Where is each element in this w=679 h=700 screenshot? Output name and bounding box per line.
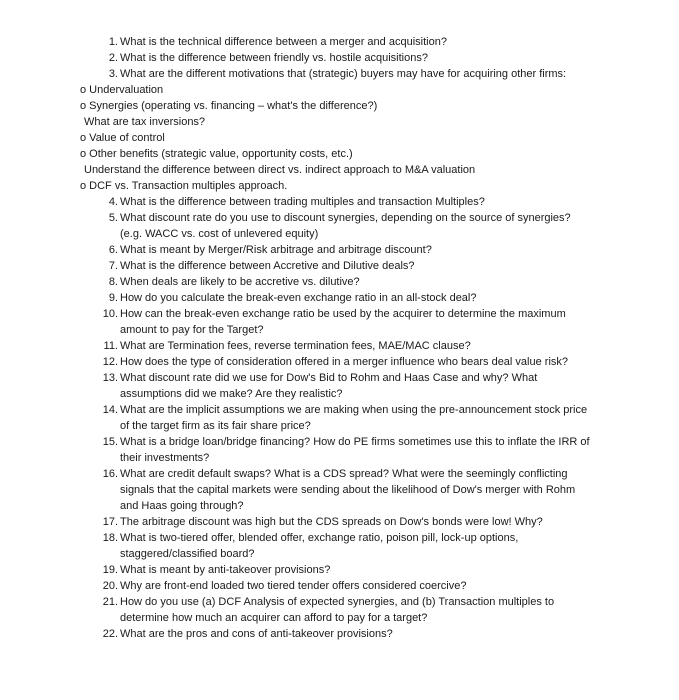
question-number: 1. bbox=[108, 36, 118, 48]
question-text: The arbitrage discount was high but the CDS spreads on Dow's bonds were low! Why? bbox=[120, 516, 543, 528]
question-text: What are the pros and cons of anti-takeover provisions? bbox=[120, 628, 393, 640]
question-item bbox=[0, 242, 679, 258]
question-item bbox=[0, 562, 679, 578]
question-text: What are Termination fees, reverse termination fees, MAE/MAC clause? bbox=[120, 340, 471, 352]
question-text: When deals are likely to be accretive vs. dilutive? bbox=[120, 276, 360, 288]
question-number: 13. bbox=[102, 372, 118, 384]
question-number: 22. bbox=[102, 628, 118, 640]
question-text: What are the different motivations that (strategic) buyers may have for acquiring other firms: bbox=[120, 68, 567, 80]
question-item bbox=[0, 274, 679, 290]
question-number: 20. bbox=[102, 580, 118, 592]
question-text: How does the type of consideration offered in a merger influence who bears deal value risk? bbox=[120, 356, 569, 368]
question-item bbox=[0, 354, 679, 370]
question-number: 19. bbox=[102, 564, 118, 576]
question-item bbox=[0, 466, 679, 514]
question-item bbox=[0, 258, 679, 274]
question-text: What is two-tiered offer, blended offer, exchange ratio, poison pill, lock-up options, staggered/classified board? bbox=[120, 532, 519, 560]
question-number: 14. bbox=[102, 404, 118, 416]
question-item bbox=[0, 626, 679, 642]
question-text: What is the difference between Accretive and Dilutive deals? bbox=[120, 260, 415, 272]
question-text: What is the technical difference between a merger and acquisition? bbox=[120, 36, 447, 48]
question-item bbox=[0, 194, 679, 210]
question-number: 4. bbox=[108, 196, 118, 208]
question-item bbox=[0, 338, 679, 354]
question-number: 3. bbox=[108, 68, 118, 80]
question-text: What is the difference between friendly vs. hostile acquisitions? bbox=[120, 52, 428, 64]
question-item bbox=[0, 50, 679, 66]
question-number: 11. bbox=[103, 340, 118, 352]
note-bullet: o Synergies (operating vs. financing – what's the difference?) bbox=[80, 100, 378, 112]
question-number: 6. bbox=[108, 244, 118, 256]
note-line: What are tax inversions? bbox=[84, 116, 206, 128]
question-number: 18. bbox=[102, 532, 118, 544]
question-text: What discount rate do you use to discount synergies, depending on the source of synergies? (e.g. WACC vs. cost of unlevered equity) bbox=[120, 212, 571, 240]
note-bullet: o Other benefits (strategic value, opportunity costs, etc.) bbox=[80, 148, 353, 160]
question-item bbox=[0, 514, 679, 530]
question-text: How do you calculate the break-even exchange ratio in an all-stock deal? bbox=[120, 292, 477, 304]
note-bullet: o DCF vs. Transaction multiples approach. bbox=[80, 180, 288, 192]
question-number: 2. bbox=[108, 52, 118, 64]
question-text: How do you use (a) DCF Analysis of expected synergies, and (b) Transaction multiples to determine how much an acquirer can afford to pay for a target? bbox=[120, 596, 555, 624]
question-item bbox=[0, 66, 679, 82]
question-number: 8. bbox=[108, 276, 118, 288]
question-item bbox=[0, 578, 679, 594]
question-text: What is a bridge loan/bridge financing? How do PE firms sometimes use this to inflate the IRR of their investments? bbox=[120, 436, 590, 464]
question-text: Why are front-end loaded two tiered tender offers considered coercive? bbox=[120, 580, 467, 592]
note-line: Understand the difference between direct vs. indirect approach to M&A valuation bbox=[84, 164, 476, 176]
question-item bbox=[0, 306, 679, 338]
question-item bbox=[0, 290, 679, 306]
question-number: 7. bbox=[108, 260, 118, 272]
question-text: What are credit default swaps? What is a CDS spread? What were the seemingly conflicting signals that the capital markets were sending about the likelihood of Dow's merger with Rohm and Haas going through? bbox=[120, 468, 576, 512]
question-text: What are the implicit assumptions we are making when using the pre-announcement stock price of the target firm as its fair share price? bbox=[120, 404, 588, 432]
question-number: 10. bbox=[102, 308, 118, 320]
question-number: 21. bbox=[102, 596, 118, 608]
question-text: What is the difference between trading multiples and transaction Multiples? bbox=[120, 196, 485, 208]
question-text: What is meant by anti-takeover provisions? bbox=[120, 564, 331, 576]
question-number: 16. bbox=[102, 468, 118, 480]
document-body bbox=[0, 34, 679, 642]
question-number: 5. bbox=[108, 212, 118, 224]
question-text: What discount rate did we use for Dow's Bid to Rohm and Haas Case and why? What assumptions did we make? Are they realistic? bbox=[120, 372, 538, 400]
question-item bbox=[0, 210, 679, 242]
note-bullet: o Undervaluation bbox=[80, 84, 164, 96]
question-item bbox=[0, 402, 679, 434]
question-item bbox=[0, 370, 679, 402]
note-bullet: o Value of control bbox=[80, 132, 165, 144]
question-item bbox=[0, 434, 679, 466]
question-number: 9. bbox=[108, 292, 118, 304]
question-number: 12. bbox=[102, 356, 118, 368]
question-item bbox=[0, 594, 679, 626]
question-text: What is meant by Merger/Risk arbitrage and arbitrage discount? bbox=[120, 244, 432, 256]
question-item bbox=[0, 34, 679, 50]
question-item bbox=[0, 530, 679, 562]
question-number: 15. bbox=[102, 436, 118, 448]
question-text: How can the break-even exchange ratio be used by the acquirer to determine the maximum amount to pay for the Target? bbox=[120, 308, 566, 336]
question-number: 17. bbox=[102, 516, 118, 528]
